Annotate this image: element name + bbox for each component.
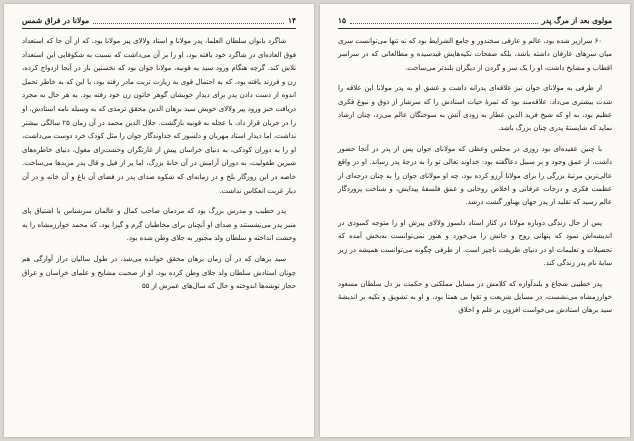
paragraph: با چنین عقیده‌ای بود روزی در مجلس وعظی که مولانای جوان پس از پدر در آنجا حضور داشت، از عمق وجود و بر سبیل دعاگفته بود: خداوند تعالی تو را به درجهٔ پدر رساند. او در واقع عالی‌ترین مرتبهٔ بزرگی را برای مولانا آرزو کرده بود، چه او مولانای جوان را به چنان درجه‌ای از عظمت فکری و درجات عرفانی و اخلاص روحانی و عمق فلسفهٔ پیدایش، و شناخت پروردگار عالم رسید که تقلید از پدر جهان بهناور گشت درشد. (338, 144, 612, 207)
paragraph: پس از حال زندگی دوباره مولانا در کنار استاد دلسوز ولالای پیرش او را متوجه کمبودی در اندیشه‌اش نمود که پنهانی روح و جانش را می‌خورد و هنوز نمی‌توانست به‌بخش آمده که تحصیلات و تعلیمات او در دنیای طریقت ناچیز است. از طرفی چگونه می‌توانست همیشه در زیر سایهٔ نام پدر زندگی کند. (338, 218, 612, 268)
paragraph: پدر خطیب و مدرس بزرگ بود که مردمان صاحب کمال و عالمان سرشناس با اشتیاق پای منبر پدر می‌نشستند و صدای او آنچنان برای مخاطبان گرم و گیرا بود، که محمد خوارزمشاه را به وحشت انداخته و سلطان ولد مجبور به جلای وطن شده بود. (22, 207, 296, 243)
paragraph: شاگرد بانوان سلطان العلما، پدر مولانا و استاد ولالای پیر مولانا بود، که از آن جا که استعداد فوق العاده‌ای در شاگرد خود یافته بود، او را بر آن می‌داشت که نسبت به شکوفایی این استعداد تلاش کند. گرچه هنگام ورود سید به قونیه، مولانا جوان بود که نخستین بار در آنجا ازدواج کرده، زن و فرزند یافته بود، که به احتمال قوی به زیارت تربت مادر رفته بود، با این که به خاطر تحمل اندوه از دست دادن پدر برای دیدار خویشان گوهر خاتون زن خود رفته بود. به هر حال به مجرد دریافت خبر ورود پیر ولالای خویش سید برهان الدین محقق ترمذی که به وسیله نامه استادش، او را در جریان قرار داد، با عجله به قونیه بازگشت. جلال الدین محمد در آن زمان ۲۵ سالگی بیشتر نداشت، اما دیدار استاد مهربان و دلسوز که خداوندگار جوان را مثل کودک خرد دوست می‌داشت، او را به دوران کودکی، به دنیای خراسان پیش از غارتگران وحشت‌زای مغول، دنیای خاطره‌های شیرین طفولیت، به دوران آرامش در آن خانهٔ بزرگ، اما پر از فیل و قال پدر مریدها می‌ساخت. خاصه در این روزگار بلخ و در زمانه‌ای که شکوه صدای پدر در فضای آن باغ و آن خانه و در آن دیار غربت انعکاس نداشت. (22, 37, 296, 195)
page-number: ۱۵ (338, 15, 347, 25)
right-page (320, 4, 630, 437)
paragraph: ۶۰ سرازیر شده بود، عالم و عارفی سخندور و جامع الشرایط بود که نه تنها می‌توانست سری میان سرهای عارفان داشته باشد، بلکه صفحات تکیه‌هایش قیدسیده و مطالعاتی که در سراسر اقطاب و مشایخ داشت، او را یک سر و گردن از دیگران بلندتر می‌ساخت. (338, 37, 612, 72)
page-header (338, 14, 612, 29)
page-number: ۱۴ (287, 15, 296, 25)
running-title: مولوی بعد از مرگ پدر (541, 15, 612, 25)
paragraph: سید برهان که در آن زمان برهان محقق خوانده می‌شد، در طول سالیان دراز آوارگی هم چونان استادش سلطان ولد جلای وطن کرده بود، او از صحبت مشایخ و علمای خراسان و عراق حجاز توشه‌ها اندوخته و حال که سال‌های عمرش از ۵۵ (22, 254, 296, 291)
left-page (4, 4, 314, 437)
header-dotted-leader (350, 17, 538, 24)
running-title: مولانا در فراق شمس (22, 15, 90, 25)
header-dotted-leader (93, 17, 284, 24)
paragraph: از طرفی به مولانای جوان نیز علاقه‌ای پدرانه داشت و عشق او به پدر مولانا این علاقه را شدت بیشتری می‌داد. علاقه‌مند بود که ثمرهٔ حیات استادش را که سرشار از ذوق و نبوغ فکری عظیم بود، به او که شیخ فرید الدین عطار به زودی آتش به سوختگان عالم می‌زد، چنان ارشاد نماید که شایستهٔ پدری چنان بزرگ باشد. (338, 84, 612, 133)
page-header (22, 14, 296, 29)
paragraph: پدر خطیبی شجاع و بلندآوازه که کلامش در مسایل مملکتی و حکمت بر دل سلطان مسعود خوارزمشاه می‌نشست، در مسایل شریعت و تقوا بی همتا بود، و او به تشویق و تکیه بر اندیشهٔ سید برهان استادش می‌خواست افزون بر علم و اخلاق (338, 279, 612, 315)
